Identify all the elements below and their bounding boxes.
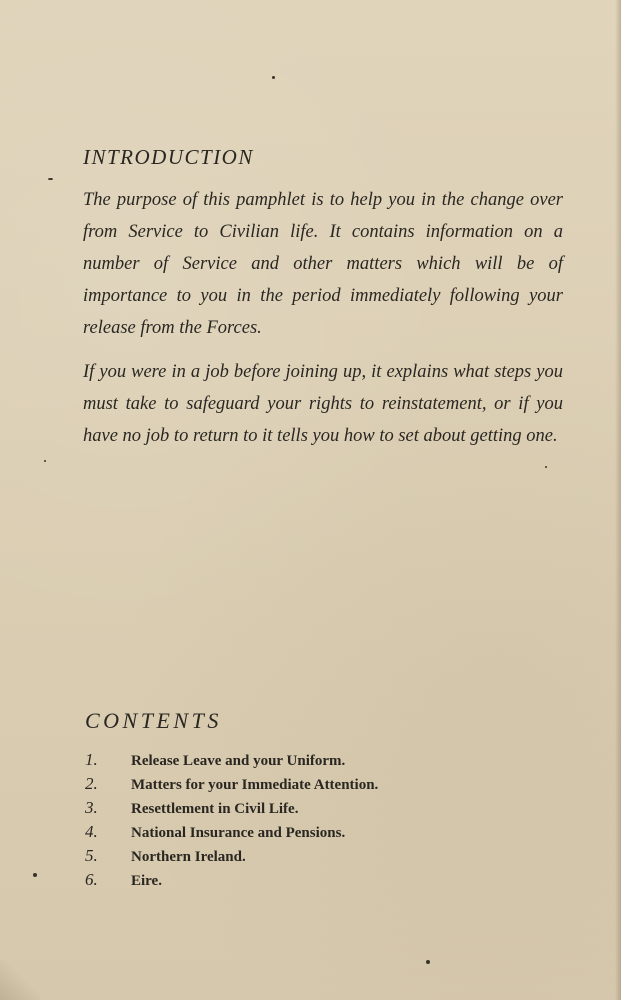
- contents-item: [85, 798, 545, 822]
- contents-item-number: 3.: [85, 798, 98, 817]
- contents-item-title: Resettlement in Civil Life.: [131, 801, 299, 817]
- introduction-heading: INTRODUCTION: [83, 145, 254, 169]
- contents-section: [85, 708, 545, 894]
- contents-item: [85, 750, 545, 774]
- introduction-section: [83, 145, 563, 464]
- paper-speck: [44, 460, 46, 462]
- contents-item-title: Release Leave and your Uniform.: [131, 753, 346, 769]
- contents-item: [85, 774, 545, 798]
- contents-item-number: 1.: [85, 750, 98, 769]
- contents-item-number: 6.: [85, 870, 98, 889]
- paper-speck: [426, 960, 430, 964]
- page-edge-shadow: [615, 0, 621, 1000]
- contents-item-title: National Insurance and Pensions.: [131, 825, 346, 841]
- contents-item-title: Northern Ireland.: [131, 849, 246, 865]
- page-corner-shadow: [0, 960, 40, 1000]
- contents-item: [85, 822, 545, 846]
- contents-item-title: Matters for your Immediate Attention.: [131, 777, 379, 793]
- paper-speck: [33, 873, 37, 877]
- contents-heading: CONTENTS: [85, 708, 222, 733]
- contents-item-title: Eire.: [131, 873, 162, 889]
- introduction-paragraph-2: If you were in a job before joining up, it explains what steps you must take to safeguard your rights to reinstatement, or if you have no job to return to it tells you how to set about getting one.: [83, 362, 563, 446]
- contents-item-number: 4.: [85, 822, 98, 841]
- contents-item-number: 2.: [85, 774, 98, 793]
- paper-speck: [272, 76, 275, 79]
- contents-item: [85, 846, 545, 870]
- introduction-paragraph-1: The purpose of this pamphlet is to help you in the change over from Service to Civilian life. It contains information on a number of Service and other matters which will be of importance to you in the period immediately following your release from the Forces.: [83, 190, 563, 338]
- contents-item-number: 5.: [85, 846, 98, 865]
- contents-item: [85, 870, 545, 894]
- paper-speck: [545, 466, 547, 468]
- paper-speck: [48, 178, 53, 180]
- contents-list: [85, 750, 545, 894]
